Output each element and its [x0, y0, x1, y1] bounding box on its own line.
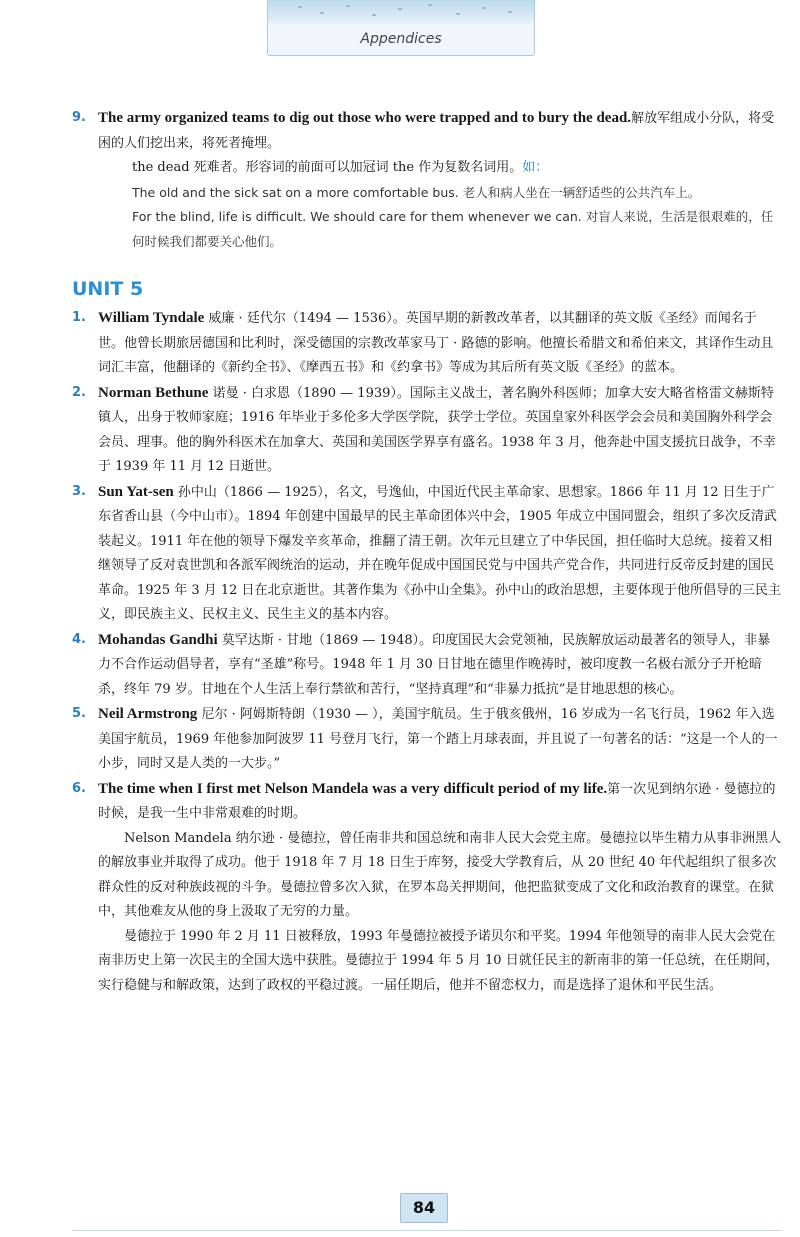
header-decoration: [268, 0, 534, 24]
item-number: 3.: [72, 483, 86, 499]
mandela-paragraph-2: 曼德拉于 1990 年 2 月 11 日被释放，1993 年曼德拉被授予诺贝尔和平奖。1994 年他领导的南非人民大会党在南非历史上第一次民主的全国大选中获胜。曼德拉于 1994 年 5 月 10 日就任民主的新南非的第一任总统，在任期间，实行稳健与和解政策，达到了政权的平稳过渡。一届任期后，他并不留恋权力，而是选择了退休和平民生活。: [98, 928, 779, 993]
example-1: The old and the sick sat on a more comfortable bus. 老人和病人坐在一辆舒适些的公共汽车上。: [132, 184, 701, 200]
header-tab: [267, 0, 535, 56]
item-chinese: 尼尔 · 阿姆斯特朗（1930 — ），美国宇航员。生于俄亥俄州，16 岁成为一名飞行员，1962 年入选美国宇航员，1969 年他参加阿波罗 11 号登月飞行，第一个踏上月球表面，并且说了一句著名的话：“这是一个人的一小步，同时又是人类的一大步。”: [98, 707, 778, 771]
item-number: 2.: [72, 384, 86, 400]
item-chinese: 威廉 · 廷代尔（1494 — 1536）。英国早期的新教改革者，以其翻译的英文版《圣经》而闻名于世。他曾长期旅居德国和比利时，深受德国的宗教改革家马丁 · 路德的影响。他擅长希腊文和希伯来文，其译作生动且词汇丰富，他翻译的《新约全书》、《摩西五书》和《约拿书》等成为其后所有英文版《圣经》的蓝本。: [98, 311, 774, 375]
item-chinese: 诺曼 · 白求恩（1890 — 1939）。国际主义战士，著名胸外科医师；加拿大安大略省格雷文赫斯特镇人，出身于牧师家庭；1916 年毕业于多伦多大学医学院，获学士学位。英国皇家外科医学会会员和美国胸外科学会会员、理事。他的胸外科医术在加拿大、英国和美国医学界享有盛名。1938 年 3 月，他奔赴中国支援抗日战争，不幸于 1939 年 11 月 12 日逝世。: [98, 385, 776, 474]
item-number: 5.: [72, 706, 86, 721]
item-english: William Tyndale: [98, 310, 205, 326]
example-2: For the blind, life is difficult. We should care for them whenever we can. 对盲人来说，生活是很艰难的，任何时候我们都要关心他们。: [132, 209, 774, 249]
item-number: 4.: [72, 631, 86, 647]
page-number: 84: [400, 1193, 448, 1223]
note-item-3: [72, 480, 782, 628]
footer-rule: [72, 1230, 782, 1231]
item-chinese: 莫罕达斯 · 甘地（1869 — 1948）。印度国民大会党领袖，民族解放运动最著名的领导人，非暴力不合作运动倡导者，享有“圣雄”称号。1948 年 1 月 30 日甘地在德里作晚祷时，被印度教一名极右派分子开枪暗杀，终年 79 岁。甘地在个人生活上奉行禁欲和苦行，“坚持真理”和“非暴力抵抗”是甘地思想的核心。: [98, 632, 771, 697]
item-chinese: 第一次见到纳尔逊 · 曼德拉的时候，是我一生中非常艰难的时期。: [98, 781, 776, 821]
item-english: Neil Armstrong: [98, 706, 198, 722]
item-number: 6.: [72, 780, 86, 796]
item-english: Sun Yat-sen: [98, 483, 174, 500]
note-item-5: [72, 702, 782, 777]
item-number: 1.: [72, 310, 86, 325]
item-english: The time when I first met Nelson Mandela was a very difficult period of my life.: [98, 780, 608, 797]
page-content: [72, 106, 782, 998]
example-marker: 如：: [522, 160, 549, 175]
note-term: the dead 死难者。形容词的前面可以加冠词 the 作为复数名词用。如：: [132, 160, 549, 175]
note-item-4: [72, 628, 782, 703]
note-item-9: [72, 106, 782, 156]
note-item-2: [72, 381, 782, 480]
unit-title: UNIT 5: [72, 278, 144, 300]
item-number: 9.: [72, 110, 86, 125]
item-chinese: 孙中山（1866 — 1925），名文，号逸仙，中国近代民主革命家、思想家。1866 年 11 月 12 日生于广东省香山县（今中山市）。1894 年创建中国最早的民主革命团体兴中会，1905 年成立中国同盟会，组织了多次反清武装起义。1911 年在他的领导下爆发辛亥革命，推翻了清王朝。次年元旦建立了中华民国，担任临时大总统。接着又相继领导了反对袁世凯和各派军阀统治的运动，并在晚年促成中国国民党与中国共产党合作，共同进行反帝反封建的国民革命。1925 年 3 月 12 日在北京逝世。其著作集为《孙中山全集》。孙中山的政治思想，主要体现于他所倡导的三民主义，即民族主义、民权主义、民生主义的基本内容。: [98, 484, 782, 622]
section-title: Appendices: [360, 31, 442, 47]
item-english: Mohandas Gandhi: [98, 631, 218, 648]
mandela-paragraph-1: Nelson Mandela 纳尔逊 · 曼德拉，曾任南非共和国总统和南非人民大会党主席。曼德拉以毕生精力从事非洲黑人的解放事业并取得了成功。他于 1918 年 7 月 18 日生于库努，接受大学教育后，从 20 世纪 40 年代起组织了很多次群众性的反对种族歧视的斗争。曼德拉曾多次入狱，在罗本岛关押期间，他把监狱变成了文化和政治教育的课堂。在狱中，其他难友从他的身上汲取了无穷的力量。: [98, 830, 782, 919]
item-chinese: 解放军组成小分队，将受困的人们挖出来，将死者掩埋。: [98, 111, 775, 151]
item-english: The army organized teams to dig out those who were trapped and to bury the dead.: [98, 110, 632, 126]
note-item-1: [72, 306, 782, 381]
item-english: Norman Bethune: [98, 384, 209, 401]
note-item-6: [72, 777, 782, 827]
